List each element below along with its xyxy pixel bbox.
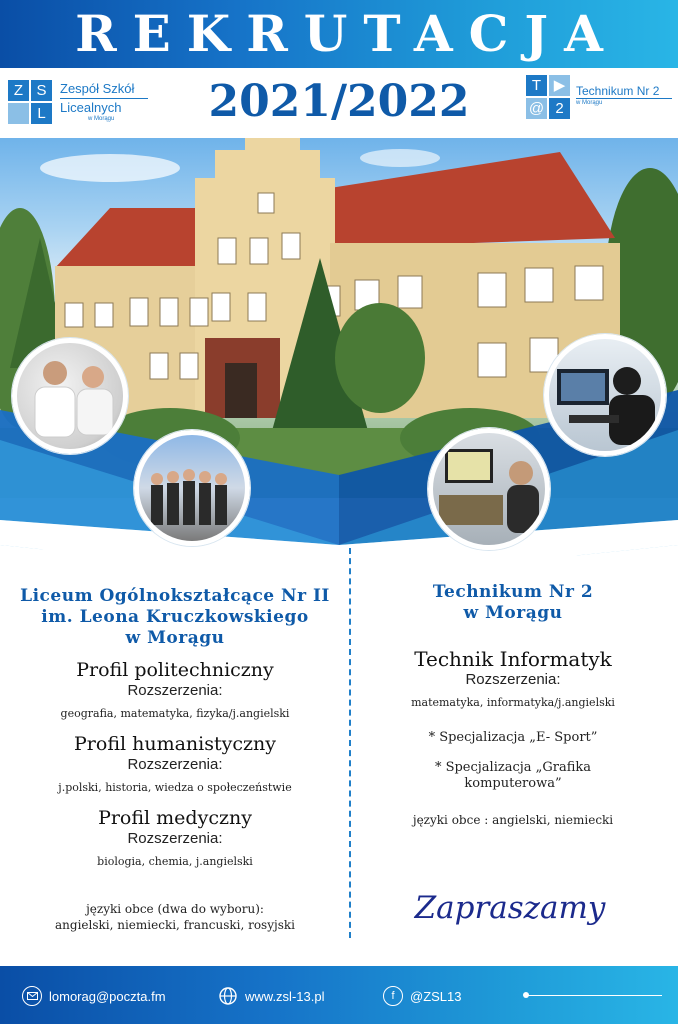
profile-medyczny-subjects: biologia, chemia, j.angielski xyxy=(97,855,253,868)
zsl-logo xyxy=(8,80,148,126)
photo-circle-it xyxy=(428,428,550,550)
zsl-logo-line1: Zespół Szkół xyxy=(60,81,135,96)
zsl-logo-divider xyxy=(60,98,148,99)
zsl-logo-cell: Z xyxy=(8,80,29,101)
profile-politechniczny-subjects: geografia, matematyka, fizyka/j.angielski xyxy=(60,707,290,720)
footer-band xyxy=(0,966,678,1024)
zsl-logo-cell: L xyxy=(31,103,52,124)
it-workshop-illustration xyxy=(433,433,545,545)
recruitment-year: 2021/2022 xyxy=(208,76,470,127)
profile-humanistyczny-ext-label: Rozszerzenia: xyxy=(127,756,223,773)
website-text[interactable]: www.zsl-13.pl xyxy=(245,988,325,1004)
footer-email[interactable] xyxy=(22,986,166,1006)
footer-line xyxy=(526,995,662,996)
lo-languages: angielski, niemiecki, francuski, rosyjski xyxy=(55,918,295,932)
profile-politechniczny-title: Profil politechniczny xyxy=(76,659,274,681)
technikum-column xyxy=(358,582,668,828)
profile-humanistyczny-title: Profil humanistyczny xyxy=(74,733,276,755)
lab-students-illustration xyxy=(17,343,123,449)
column-divider xyxy=(349,548,351,938)
page-title: REKRUTACJA xyxy=(75,4,619,63)
zsl-logo-line2: Licealnych xyxy=(60,100,122,115)
technikum-name-line2: w Morągu xyxy=(463,603,563,623)
footer-facebook[interactable] xyxy=(383,986,462,1006)
profile-humanistyczny-subjects: j.polski, historia, wiedza o społeczeństwie xyxy=(58,781,292,794)
profile-politechniczny-ext-label: Rozszerzenia: xyxy=(127,682,223,699)
lo-column xyxy=(10,586,340,933)
t2-logo-cell: 2 xyxy=(549,98,570,119)
photo-circle-group xyxy=(134,430,250,546)
technikum-languages: języki obce : angielski, niemiecki xyxy=(412,813,614,827)
technikum-name-line1: Technikum Nr 2 xyxy=(432,582,594,602)
zsl-logo-line3: w Morągu xyxy=(88,116,115,122)
t2-logo-cell: T xyxy=(526,75,547,96)
play-icon: ▶ xyxy=(549,75,570,96)
technik-informatyk-title: Technik Informatyk xyxy=(414,647,612,671)
photo-circle-esport xyxy=(544,334,666,456)
zsl-logo-cell xyxy=(8,103,29,124)
technik-informatyk-subjects: matematyka, informatyka/j.angielski xyxy=(411,696,615,709)
facebook-icon: f xyxy=(383,986,403,1006)
student-group-illustration xyxy=(139,435,245,541)
footer-website[interactable] xyxy=(218,986,324,1006)
spec-esport: * Specjalizacja „E- Sport” xyxy=(428,730,598,745)
globe-icon xyxy=(218,986,238,1006)
email-text[interactable]: lomorag@poczta.fm xyxy=(49,988,166,1004)
lo-name-line1: Liceum Ogólnokształcące Nr II xyxy=(20,586,330,606)
esport-player-illustration xyxy=(549,339,661,451)
zsl-logo-cell: S xyxy=(31,80,52,101)
zsl-logo-text xyxy=(60,81,134,123)
lo-name-line3: w Morągu xyxy=(125,628,225,648)
profile-medyczny-title: Profil medyczny xyxy=(98,807,252,829)
envelope-icon xyxy=(22,986,42,1006)
spec-grafika-line1: * Specjalizacja „Grafika xyxy=(434,760,592,775)
photo-circle-lab xyxy=(12,338,128,454)
header-band xyxy=(0,0,678,68)
profile-medyczny-ext-label: Rozszerzenia: xyxy=(127,830,223,847)
lo-languages-label: języki obce (dwa do wyboru): xyxy=(86,902,264,916)
t2-logo-cell: @ xyxy=(526,98,547,119)
t2-logo-place: w Morągu xyxy=(576,100,603,106)
technik-informatyk-ext-label: Rozszerzenia: xyxy=(465,671,561,688)
t2-logo-name: Technikum Nr 2 xyxy=(576,84,660,98)
technikum-logo xyxy=(526,72,674,124)
invite-text: Zapraszamy xyxy=(414,890,606,926)
facebook-text[interactable]: @ZSL13 xyxy=(410,988,462,1004)
t2-logo-divider xyxy=(576,98,672,99)
spec-grafika-line2: komputerowa” xyxy=(464,776,562,791)
zsl-logo-grid xyxy=(8,80,54,126)
lo-name-line2: im. Leona Kruczkowskiego xyxy=(41,607,309,627)
